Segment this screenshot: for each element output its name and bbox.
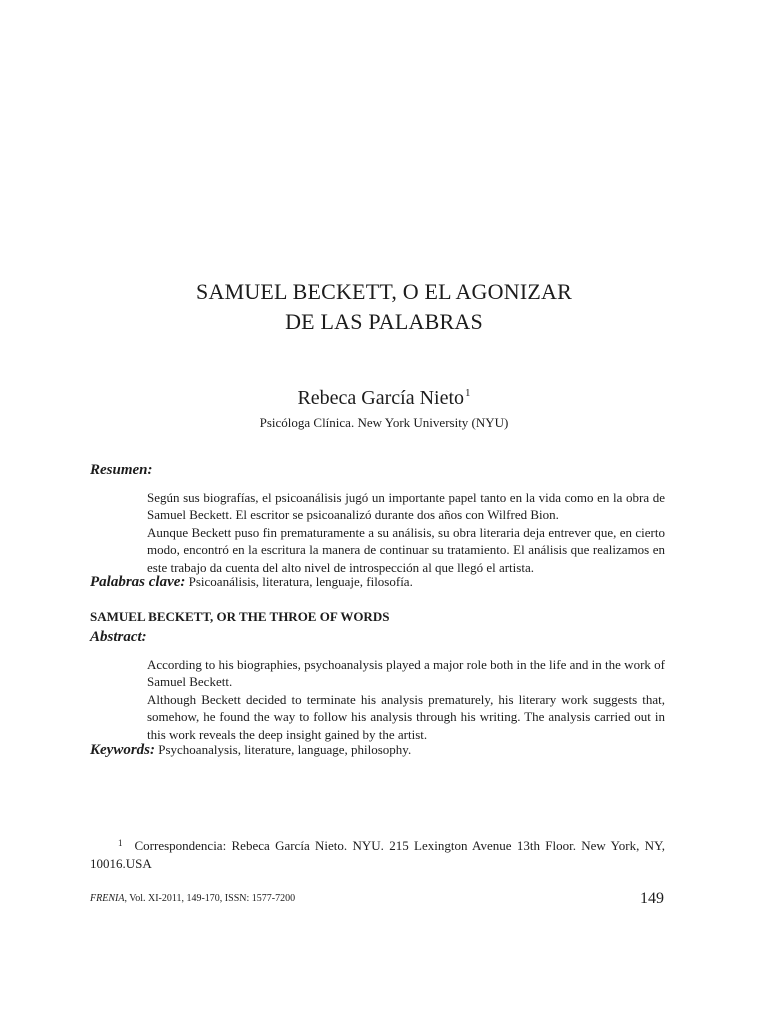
- keywords-line: [90, 740, 670, 760]
- keywords-text: Psychoanalysis, literature, language, philosophy.: [158, 742, 412, 757]
- journal-citation: [90, 893, 295, 904]
- author-name: Rebeca García Nieto: [297, 387, 465, 409]
- keywords-label: Keywords:: [90, 742, 155, 758]
- palabras-clave-label: Palabras clave:: [90, 574, 186, 590]
- article-title: [0, 277, 768, 337]
- footnote: [90, 834, 665, 873]
- journal-details: , Vol. XI-2011, 149-170, ISSN: 1577-7200: [124, 893, 296, 904]
- footnote-text: Correspondencia: Rebeca García Nieto. NYU. 215 Lexington Avenue 13th Floor. New York, NY, 10016.USA: [90, 838, 665, 871]
- resumen-paragraph-1: Según sus biografías, el psicoanálisis jugó un importante papel tanto en la vida como en la obra de Samuel Beckett. El escritor se psicoanalizó durante dos años con Wilfred Bion.: [147, 490, 665, 523]
- page-number: 149: [640, 890, 664, 907]
- footnote-mark: 1: [118, 838, 123, 848]
- title-line-1: SAMUEL BECKETT, O EL AGONIZAR: [196, 279, 572, 304]
- title-line-2: DE LAS PALABRAS: [285, 309, 483, 334]
- author-affiliation: Psicóloga Clínica. New York University (NYU): [259, 415, 509, 430]
- resumen-heading: Resumen:: [90, 462, 153, 478]
- english-title: SAMUEL BECKETT, OR THE THROE OF WORDS: [90, 609, 390, 624]
- abstract-body: [147, 656, 665, 743]
- author-footnote-mark: 1: [465, 387, 471, 399]
- resumen-body: [147, 489, 665, 576]
- author-block: [0, 380, 768, 411]
- abstract-heading: Abstract:: [90, 629, 147, 645]
- palabras-clave-text: Psicoanálisis, literatura, lenguaje, filosofía.: [188, 574, 413, 589]
- resumen-paragraph-2: Aunque Beckett puso fin prematuramente a su análisis, su obra literaria deja entrever que, en cierto modo, encontró en la escritura la manera de continuar su tratamiento. El análisis que realizamos en este trabajo da cuenta del alto nivel de introspección al que llegó el artista.: [147, 524, 665, 575]
- palabras-clave-line: [90, 572, 670, 592]
- abstract-paragraph-1: According to his biographies, psychoanalysis played a major role both in the life and in the work of Samuel Beckett.: [147, 657, 665, 690]
- journal-name: FRENIA: [90, 893, 125, 904]
- abstract-paragraph-2: Although Beckett decided to terminate his analysis prematurely, his literary work suggests that, somehow, he found the way to follow his analysis through his writing. The analysis carried out in this work reveals the deep insight gained by the artist.: [147, 691, 665, 742]
